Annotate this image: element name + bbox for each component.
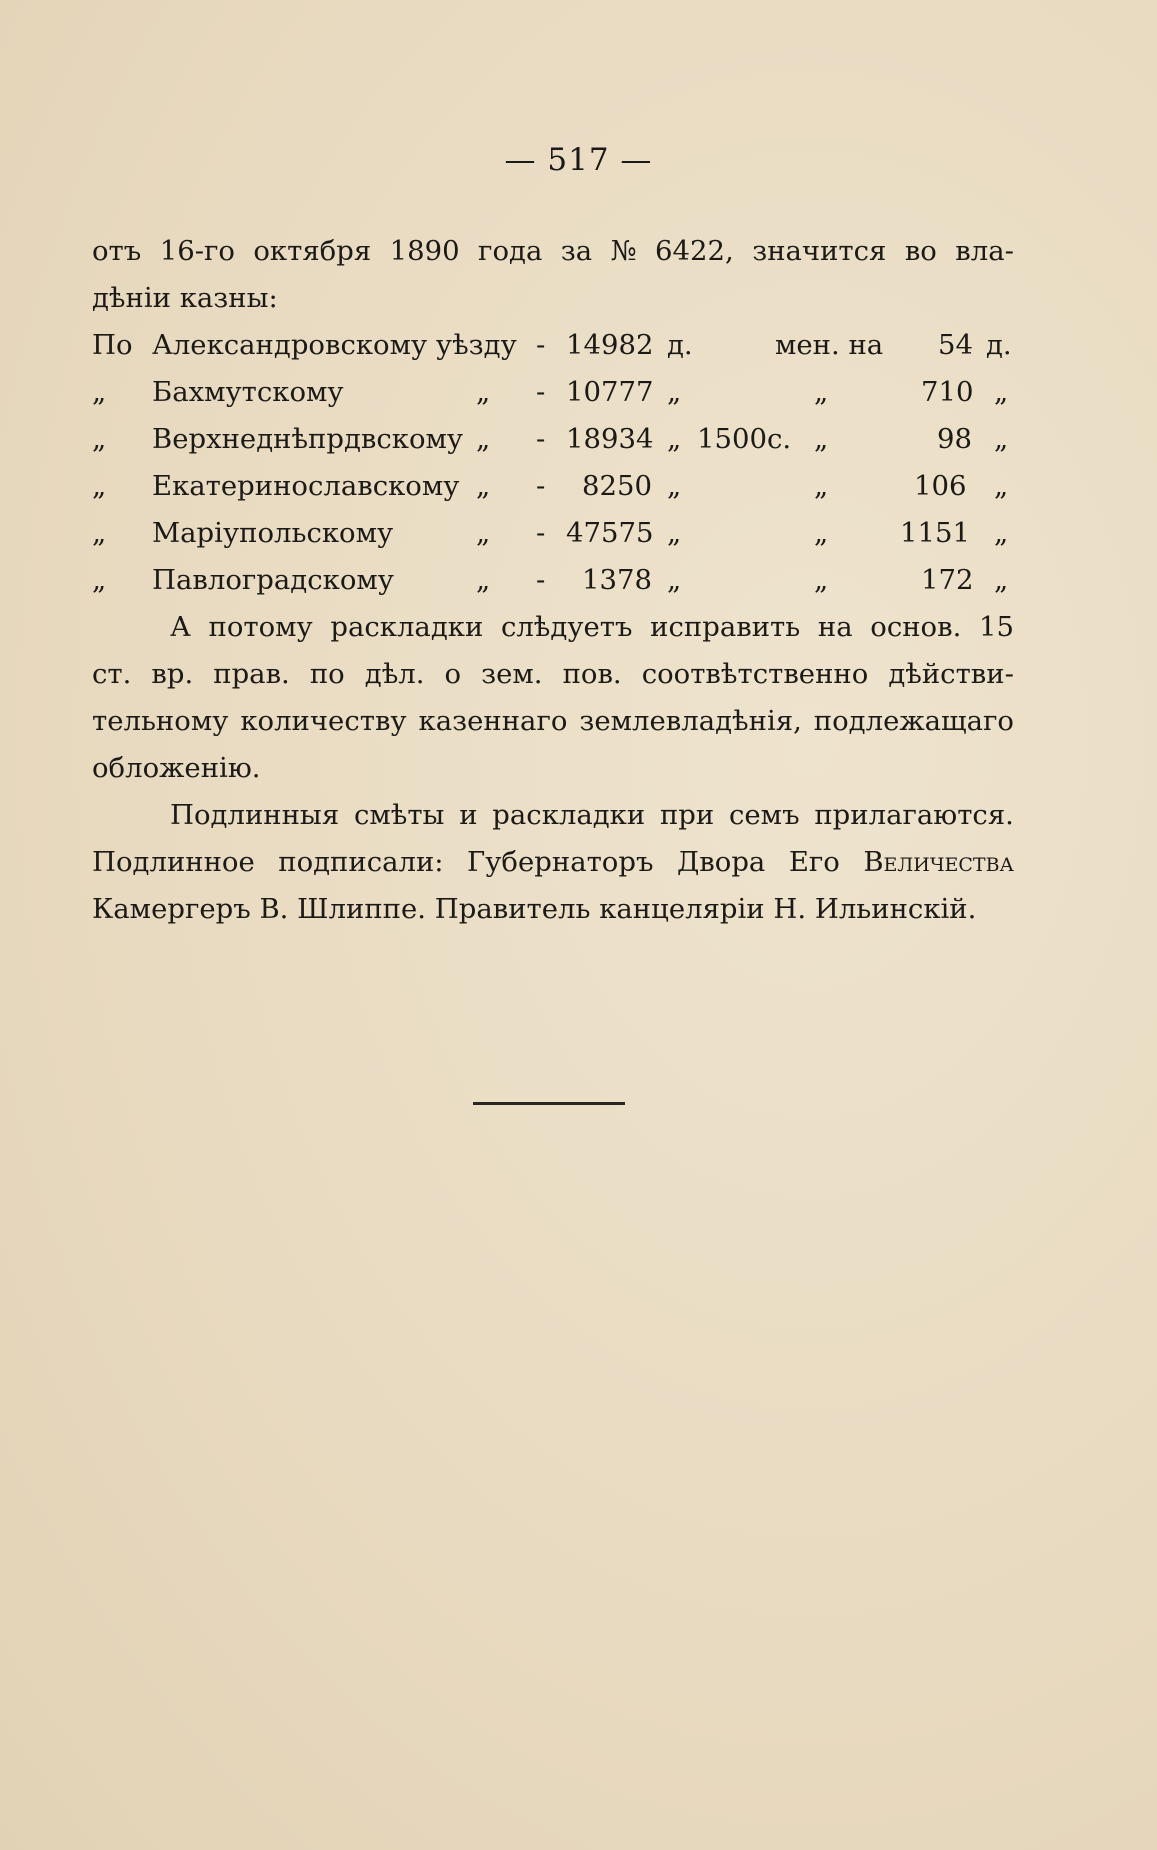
word: о — [444, 658, 462, 690]
ditto-mark: „ — [814, 423, 829, 455]
page-number: — 517 — — [504, 142, 653, 178]
word: 6422, — [655, 235, 734, 267]
word: прав. — [213, 658, 290, 690]
word: ст. — [92, 658, 132, 690]
district-name: Павлоградскому — [152, 564, 394, 596]
area-value: 18934 — [566, 423, 654, 455]
word: раскладки — [330, 611, 484, 643]
row-prefix: „ — [92, 517, 107, 549]
district-name: Маріупольскому — [152, 517, 394, 549]
district-name: Александровскому уѣзду — [152, 329, 517, 361]
row-dash: - — [536, 329, 546, 361]
table-row — [92, 416, 1014, 463]
area-unit: д. — [667, 329, 693, 361]
word: Губернаторъ — [467, 846, 654, 878]
word: Его — [788, 846, 840, 878]
row-prefix: „ — [92, 376, 107, 408]
word: семъ — [729, 799, 800, 831]
district-name: Бахмутскому — [152, 376, 344, 408]
less-value: 1151 — [900, 517, 970, 549]
row-prefix: „ — [92, 470, 107, 502]
ditto-mark: „ — [476, 564, 491, 596]
word: № — [610, 235, 637, 267]
word: вла- — [955, 235, 1014, 267]
word: во — [904, 235, 937, 267]
row-prefix: „ — [92, 564, 107, 596]
ditto-mark: „ — [476, 376, 491, 408]
ditto-mark: „ — [476, 517, 491, 549]
less-unit: д. — [986, 329, 1012, 361]
word: прилагаются. — [814, 799, 1014, 831]
ditto-mark: „ — [814, 517, 829, 549]
area-unit: „ — [667, 517, 682, 549]
word: смѣты — [353, 799, 445, 831]
word: А — [170, 611, 191, 643]
less-unit: „ — [994, 376, 1009, 408]
word: слѣдуетъ — [500, 611, 633, 643]
word: исправить — [650, 611, 801, 643]
word: года — [478, 235, 543, 267]
ditto-mark: „ — [476, 423, 491, 455]
word: Двора — [676, 846, 766, 878]
intro-line-1 — [92, 228, 1014, 275]
word: соотвѣтственно — [641, 658, 869, 690]
district-name: Верхнеднѣпрдвскому — [152, 423, 464, 455]
paragraph-line: обложенію. — [92, 752, 261, 784]
district-name: Екатеринославскому — [152, 470, 460, 502]
less-unit: „ — [994, 564, 1009, 596]
word: 16-го — [159, 235, 235, 267]
word: потому — [208, 611, 313, 643]
paragraph-line — [92, 651, 1014, 698]
less-value: 106 — [914, 470, 967, 502]
word: дѣйстви- — [888, 658, 1014, 690]
word: 1890 — [389, 235, 460, 267]
word: раскладки — [492, 799, 646, 831]
less-unit: „ — [994, 517, 1009, 549]
area-unit: „ — [667, 423, 682, 455]
intro-text — [92, 228, 1014, 322]
less-unit: „ — [994, 423, 1009, 455]
area-unit: „ — [667, 564, 682, 596]
row-dash: - — [536, 564, 546, 596]
row-prefix: „ — [92, 423, 107, 455]
less-label: мен. на — [775, 329, 884, 361]
row-prefix: По — [92, 329, 133, 361]
word: дѣл. — [364, 658, 425, 690]
word: вр. — [151, 658, 194, 690]
word: подписали: — [278, 846, 444, 878]
row-dash: - — [536, 470, 546, 502]
word: по — [309, 658, 345, 690]
extra-value: 1500с. — [697, 423, 792, 455]
word: и — [459, 799, 478, 831]
paragraph-correction — [92, 604, 1014, 792]
area-unit: „ — [667, 376, 682, 408]
word: 15 — [979, 611, 1014, 643]
table-row — [92, 510, 1014, 557]
paragraph-line — [92, 792, 1014, 839]
word: октября — [253, 235, 372, 267]
less-value: 54 — [938, 329, 973, 361]
word: пов. — [562, 658, 622, 690]
less-unit: „ — [994, 470, 1009, 502]
table-row: По Александровскому уѣзду - 14982 д. мен. на 54 д. — [92, 322, 1014, 369]
paragraph-signatures — [92, 792, 1014, 933]
row-dash: - — [536, 376, 546, 408]
word: подлежащаго — [813, 705, 1014, 737]
district-table — [92, 322, 1014, 604]
row-dash: - — [536, 517, 546, 549]
paragraph-line — [92, 839, 1014, 886]
word: основ. — [870, 611, 962, 643]
area-value: 47575 — [566, 517, 654, 549]
paragraph-line: Камергеръ В. Шлиппе. Правитель канцеляріи Н. Ильинскій. — [92, 893, 977, 925]
table-row — [92, 369, 1014, 416]
word: значится — [752, 235, 887, 267]
ditto-mark: „ — [814, 470, 829, 502]
table-row — [92, 463, 1014, 510]
ditto-mark: „ — [476, 470, 491, 502]
word: землевладѣнія, — [579, 705, 802, 737]
table-row — [92, 557, 1014, 604]
word: отъ — [92, 235, 142, 267]
paragraph-line — [92, 698, 1014, 745]
word: за — [560, 235, 593, 267]
area-unit: „ — [667, 470, 682, 502]
word: Подлинныя — [170, 799, 340, 831]
ditto-mark: „ — [814, 376, 829, 408]
ditto-mark: „ — [814, 564, 829, 596]
word: Величества — [863, 846, 1014, 878]
intro-line-2: дѣніи казны: — [92, 282, 278, 314]
word: зем. — [481, 658, 543, 690]
area-value: 1378 — [582, 564, 652, 596]
paragraph-line — [92, 604, 1014, 651]
area-value: 8250 — [582, 470, 652, 502]
word: казеннаго — [418, 705, 568, 737]
less-value: 98 — [937, 423, 972, 455]
word: количеству — [240, 705, 407, 737]
area-value: 10777 — [566, 376, 654, 408]
row-dash: - — [536, 423, 546, 455]
section-divider — [473, 1102, 625, 1105]
word: Подлинное — [92, 846, 255, 878]
word: на — [817, 611, 853, 643]
less-value: 172 — [921, 564, 974, 596]
less-value: 710 — [921, 376, 974, 408]
word: тельному — [92, 705, 229, 737]
word: при — [659, 799, 715, 831]
